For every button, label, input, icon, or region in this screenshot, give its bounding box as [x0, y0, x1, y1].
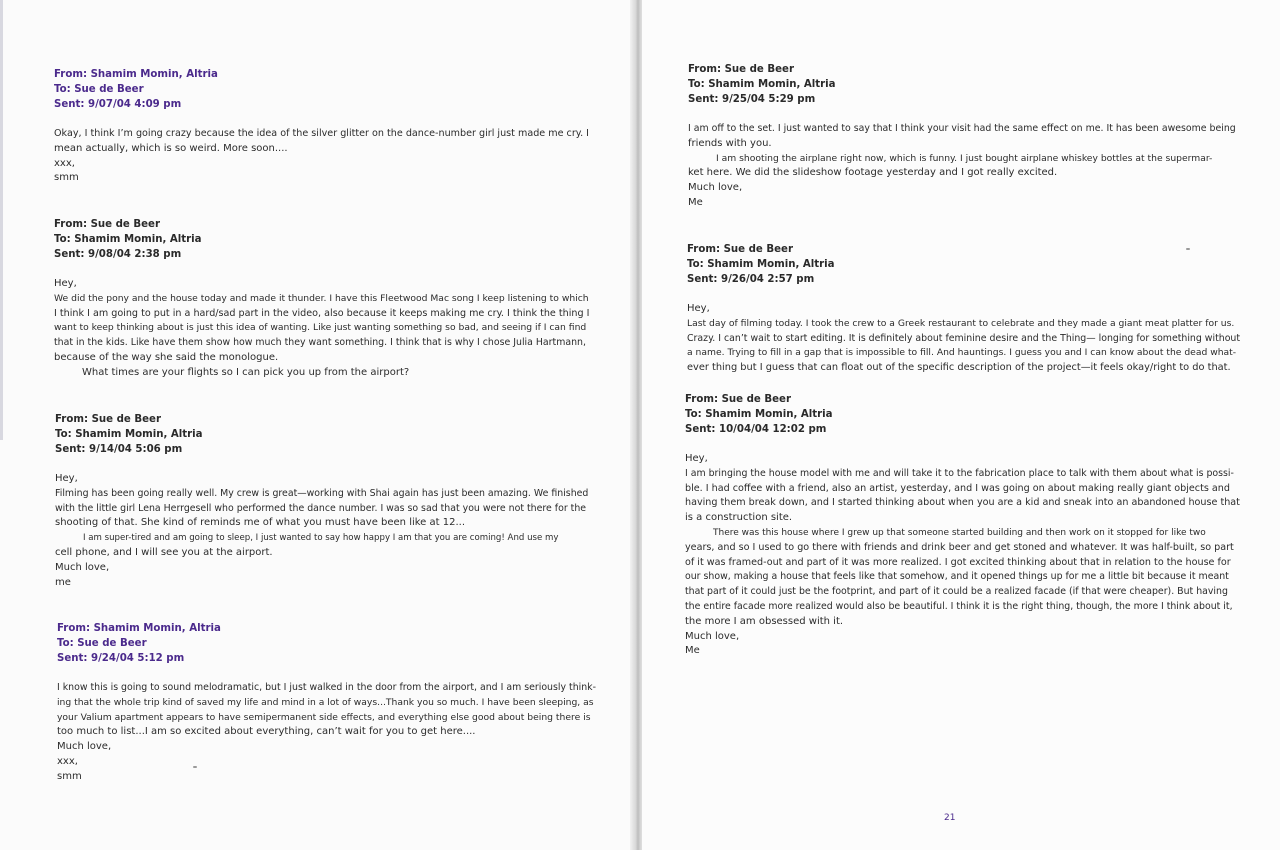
email-header — [55, 412, 596, 457]
body-line: me — [55, 576, 71, 588]
email-from: From: Sue de Beer — [687, 244, 793, 255]
body-line: Hey, — [55, 473, 78, 484]
email-to: To: Sue de Beer — [54, 84, 144, 95]
body-line: ing that the whole trip kind of saved my life and mind in a lot of ways...Thank you so much. I have been sleeping, as — [57, 696, 594, 708]
body-line: the entire facade more realized would also be beautiful. I think it is the right thing, though, the more I think about it, — [685, 600, 1233, 612]
body-line: because of the way she said the monologue. — [54, 351, 279, 363]
email-sent: Sent: 10/04/04 12:02 pm — [685, 424, 827, 435]
page-edge — [0, 0, 3, 440]
email-body — [54, 127, 596, 186]
body-line: I am off to the set. I just wanted to say that I think your visit had the same effect on me. It has been awesome being — [688, 123, 1236, 134]
body-line: your Valium apartment appears to have semipermanent side effects, and everything else good about being there is — [57, 711, 591, 723]
email-sent: Sent: 9/14/04 5:06 pm — [55, 444, 183, 455]
body-line: smm — [57, 770, 82, 782]
email-from: From: Sue de Beer — [55, 414, 161, 425]
email-from: From: Sue de Beer — [685, 394, 791, 405]
body-line: a name. Trying to fill in a gap that is impossible to fill. And hauntings. I guess you and I can know about the dead what- — [687, 347, 1237, 359]
email-body — [55, 472, 596, 590]
body-line: ket here. We did the slideshow footage yesterday and I got really excited. — [688, 167, 1058, 179]
body-line: that part of it could just be the footprint, and part of it could be a realized facade (if that were cheaper). But having — [685, 586, 1228, 598]
email-sent: Sent: 9/24/04 5:12 pm — [57, 653, 185, 664]
body-line: We did the pony and the house today and made it thunder. I have this Fleetwood Mac song I keep listening to which — [54, 292, 589, 304]
paper-speck — [193, 766, 197, 768]
body-line: mean actually, which is so weird. More soon.... — [54, 142, 288, 154]
email-from: From: Sue de Beer — [688, 64, 794, 75]
email-body — [685, 452, 1240, 659]
body-line: Me — [685, 645, 700, 657]
body-line: Hey, — [685, 453, 708, 464]
body-line: having them break down, and I started thinking about when you are a kid and sneak into an abandoned house that — [685, 497, 1240, 509]
body-line: ever thing but I guess that can float out of the specific description of the project—it feels okay/right to do that. — [687, 362, 1231, 374]
email-to: To: Shamim Momin, Altria — [55, 429, 203, 440]
email-header — [688, 62, 1240, 107]
body-line: Hey, — [687, 303, 710, 314]
email-message — [687, 242, 1240, 376]
email-to: To: Shamim Momin, Altria — [687, 259, 835, 270]
body-line: with the little girl Lena Herrgesell who performed the dance number. I was so sad that you were not there for the — [55, 502, 587, 514]
body-line: I am bringing the house model with me and will take it to the fabrication place to talk with them about what is possi- — [685, 467, 1234, 479]
email-message — [685, 392, 1240, 659]
body-line: Much love, — [688, 182, 743, 194]
body-line: Filming has been going really well. My crew is great—working with Shai again has just been amazing. We finished — [55, 487, 589, 499]
body-line: I think I am going to put in a hard/sad part in the video, also because it keeps making me cry. I think the thing I — [54, 307, 590, 319]
body-line: Much love, — [55, 561, 110, 573]
email-message — [57, 621, 596, 785]
paper-speck — [1186, 248, 1190, 250]
body-line: friends with you. — [688, 137, 772, 149]
body-line: xxx, — [57, 755, 78, 767]
email-message — [54, 67, 596, 186]
body-line: Crazy. I can’t wait to start editing. It is definitely about feminine desire and the Thing— longing for something without — [687, 332, 1241, 344]
email-sent: Sent: 9/08/04 2:38 pm — [54, 249, 182, 260]
email-header — [687, 242, 1240, 287]
body-line: our show, making a house that feels like that somehow, and it opened things up for me a little bit because it meant — [685, 571, 1229, 583]
body-line: shooting of that. She kind of reminds me of what you must have been like at 12... — [55, 517, 466, 529]
email-from: From: Sue de Beer — [54, 219, 160, 230]
body-line: I am shooting the airplane right now, which is funny. I just bought airplane whiskey bottles at the supermar- — [716, 152, 1213, 164]
email-body — [54, 277, 596, 381]
email-to: To: Sue de Beer — [57, 638, 147, 649]
left-page — [0, 0, 636, 850]
body-line: Me — [688, 196, 703, 208]
email-to: To: Shamim Momin, Altria — [54, 234, 202, 245]
email-sent: Sent: 9/25/04 5:29 pm — [688, 94, 816, 105]
page-number: 21 — [944, 813, 956, 823]
email-header — [57, 621, 596, 666]
email-header — [685, 392, 1240, 437]
email-header — [54, 217, 596, 262]
body-line: the more I am obsessed with it. — [685, 615, 844, 627]
body-line: What times are your flights so I can pick you up from the airport? — [82, 366, 410, 378]
email-message — [688, 62, 1240, 211]
body-line: smm — [54, 172, 79, 184]
email-message — [55, 412, 596, 590]
body-line: that in the kids. Like have them show how much they want something. I think that is why I chose Julia Hartmann, — [54, 337, 586, 349]
body-line: of it was framed-out and part of it was more realized. I got excited thinking about that in relation to the house for — [685, 556, 1231, 568]
email-sent: Sent: 9/07/04 4:09 pm — [54, 99, 182, 110]
email-to: To: Shamim Momin, Altria — [685, 409, 833, 420]
email-from: From: Shamim Momin, Altria — [54, 69, 218, 80]
body-line: Hey, — [54, 278, 77, 289]
right-page — [642, 0, 1280, 850]
body-line: Last day of filming today. I took the crew to a Greek restaurant to celebrate and they made a giant meat platter for us. — [687, 317, 1235, 329]
email-from: From: Shamim Momin, Altria — [57, 623, 221, 634]
body-line: xxx, — [54, 157, 75, 169]
email-sent: Sent: 9/26/04 2:57 pm — [687, 274, 815, 285]
email-body — [687, 302, 1240, 376]
body-line: I am super-tired and am going to sleep, I just wanted to say how happy I am that you are coming! And use my — [83, 533, 559, 544]
body-line: Much love, — [57, 741, 112, 753]
body-line: too much to list...I am so excited about everything, can’t wait for you to get here.... — [57, 726, 476, 738]
body-line: There was this house where I grew up that someone started building and then work on it stopped for like two — [713, 527, 1206, 538]
body-line: I know this is going to sound melodramatic, but I just walked in the door from the airport, and I am seriously think- — [57, 682, 596, 693]
body-line: years, and so I used to go there with friends and drink beer and get stoned and whatever. It was half-built, so part — [685, 541, 1234, 553]
body-line: want to keep thinking about is just this idea of wanting. Like just wanting something so bad, and seeing if I can find — [54, 322, 587, 334]
body-line: ble. I had coffee with a friend, also an artist, yesterday, and I was going on about making really giant objects and — [685, 482, 1230, 494]
body-line: cell phone, and I will see you at the airport. — [55, 546, 273, 558]
email-to: To: Shamim Momin, Altria — [688, 79, 836, 90]
email-message — [54, 217, 596, 381]
body-line: is a construction site. — [685, 512, 793, 524]
email-body — [688, 122, 1240, 211]
body-line: Okay, I think I’m going crazy because the idea of the silver glitter on the dance-number girl just made me cry. I — [54, 128, 590, 139]
email-body — [57, 681, 596, 785]
email-header — [54, 67, 596, 112]
body-line: Much love, — [685, 630, 740, 642]
